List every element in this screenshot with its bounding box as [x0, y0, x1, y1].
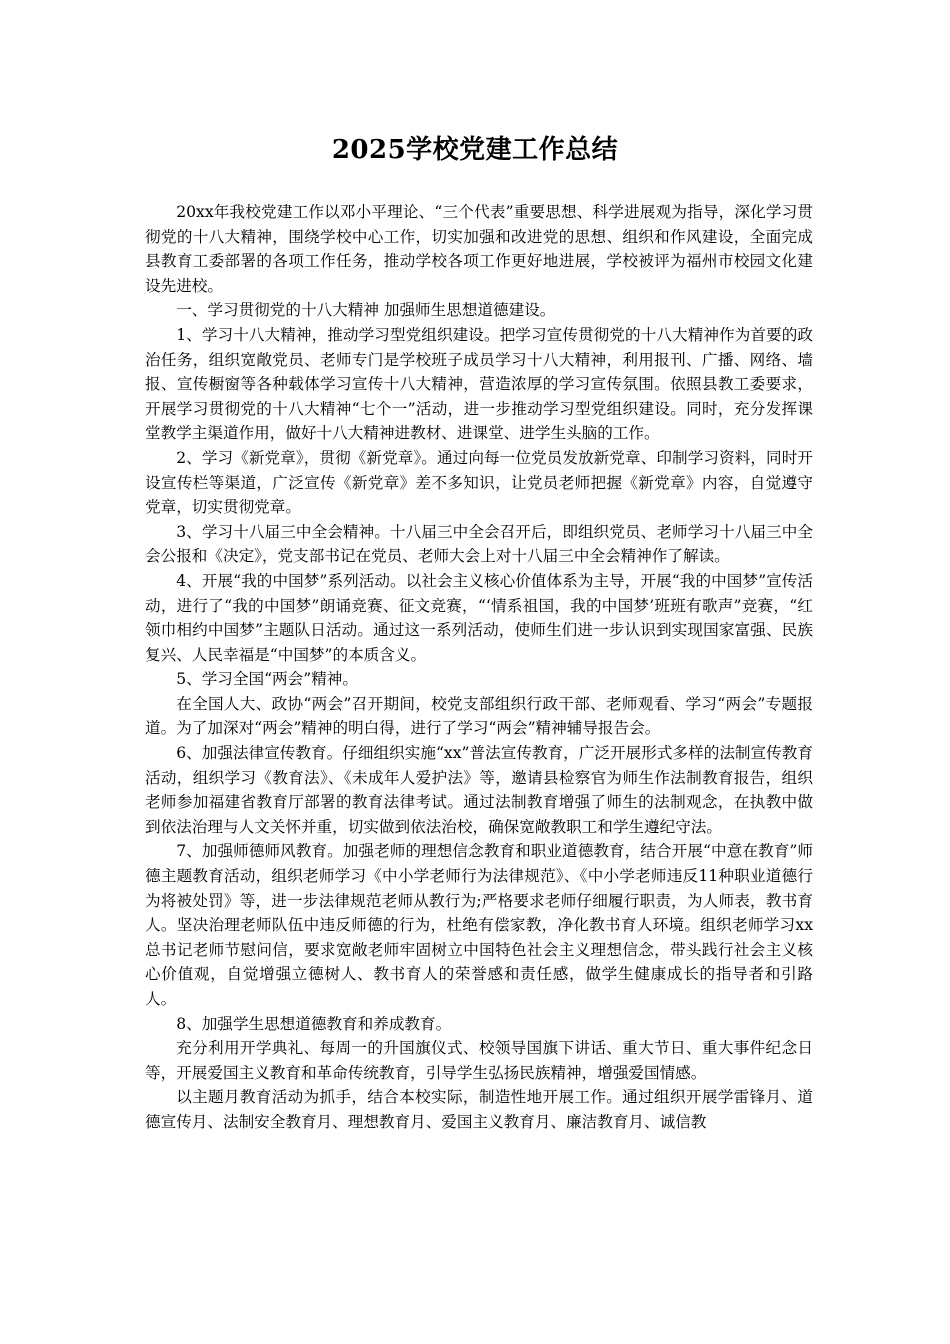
paragraph: 1、学习十八大精神，推动学习型党组织建设。把学习宣传贯彻党的十八大精神作为首要的政治任务，组织宽敞党员、老师专门是学校班子成员学习十八大精神，利用报刊、广播、网络、墙报、宣传橱窗等各种载体学习宣传十八大精神，营造浓厚的学习宣传氛围。依照县教工委要求，开展学习贯彻党的十八大精神“七个一”活动，进一步推动学习型党组织建设。同时，充分发挥课堂教学主渠道作用，做好十八大精神进教材、进课堂、进学生头脑的工作。: [145, 325, 813, 443]
paragraph: 以主题月教育活动为抓手，结合本校实际，制造性地开展工作。通过组织开展学雷锋月、道德宣传月、法制安全教育月、理想教育月、爱国主义教育月、廉洁教育月、诚信教: [145, 1088, 813, 1131]
paragraph: 5、学习全国“两会”精神。: [176, 670, 358, 689]
document-body: [145, 200, 813, 1135]
paragraph: 充分利用开学典礼、每周一的升国旗仪式、校领导国旗下讲话、重大节日、重大事件纪念日等，开展爱国主义教育和革命传统教育，引导学生弘扬民族精神，增强爱国情感。: [145, 1039, 813, 1082]
paragraph: 3、学习十八届三中全会精神。十八届三中全会召开后，即组织党员、老师学习十八届三中全会公报和《决定》，党支部书记在党员、老师大会上对十八届三中全会精神作了解读。: [145, 522, 813, 566]
paragraph: 7、加强师德师风教育。加强老师的理想信念教育和职业道德教育，结合开展“中意在教育”师德主题教育活动，组织老师学习《中小学老师行为法律规范》、《中小学老师违反11种职业道德行为将被处罚》等，进一步法律规范老师从教行为;严格要求老师仔细履行职责，为人师表，教书育人。坚决治理老师队伍中违反师德的行为，杜绝有偿家教，净化教书育人环境。组织老师学习xx总书记老师节慰问信，要求宽敞老师牢固树立中国特色社会主义理想信念，带头践行社会主义核心价值观，自觉增强立德树人、教书育人的荣誉感和责任感，做学生健康成长的指导者和引路人。: [145, 842, 813, 1008]
paragraph: 20xx年我校党建工作以邓小平理论、“三个代表”重要思想、科学进展观为指导，深化学习贯彻党的十八大精神，围绕学校中心工作，切实加强和改进党的思想、组织和作风建设，全面完成县教育工委部署的各项工作任务，推动学校各项工作更好地进展，学校被评为福州市校园文化建设先进校。: [145, 203, 813, 295]
paragraph: 6、加强法律宣传教育。仔细组织实施“xx”普法宣传教育，广泛开展形式多样的法制宣传教育活动，组织学习《教育法》、《未成年人爱护法》等，邀请县检察官为师生作法制教育报告，组织老师参加福建省教育厅部署的教育法律考试。通过法制教育增强了师生的法制观念，在执教中做到依法治理与人文关怀并重，切实做到依法治校，确保宽敞教职工和学生遵纪守法。: [145, 744, 813, 836]
paragraph: 2、学习《新党章》，贯彻《新党章》。通过向每一位党员发放新党章、印制学习资料，同时开设宣传栏等渠道，广泛宣传《新党章》差不多知识，让党员老师把握《新党章》内容，自觉遵守党章，切实贯彻党章。: [145, 448, 813, 517]
paragraph: 8、加强学生思想道德教育和养成教育。: [176, 1014, 452, 1033]
document-title: 2025学校党建工作总结: [331, 135, 619, 165]
paragraph: 4、开展“我的中国梦”系列活动。以社会主义核心价值体系为主导，开展“我的中国梦”宣传活动，进行了“我的中国梦”朗诵竞赛、征文竞赛，“‘情系祖国，我的中国梦’班班有歌声”竞赛，“红领巾相约中国梦”主题队日活动。通过这一系列活动，使师生们进一步认识到实现国家富强、民族复兴、人民幸福是“中国梦”的本质含义。: [145, 571, 813, 664]
paragraph: 在全国人大、政协“两会”召开期间，校党支部组织行政干部、老师观看、学习“两会”专题报道。为了加深对“两会”精神的明白得，进行了学习“两会”精神辅导报告会。: [145, 694, 813, 738]
section-heading: 一、学习贯彻党的十八大精神 加强师生思想道德建设。: [176, 301, 556, 320]
